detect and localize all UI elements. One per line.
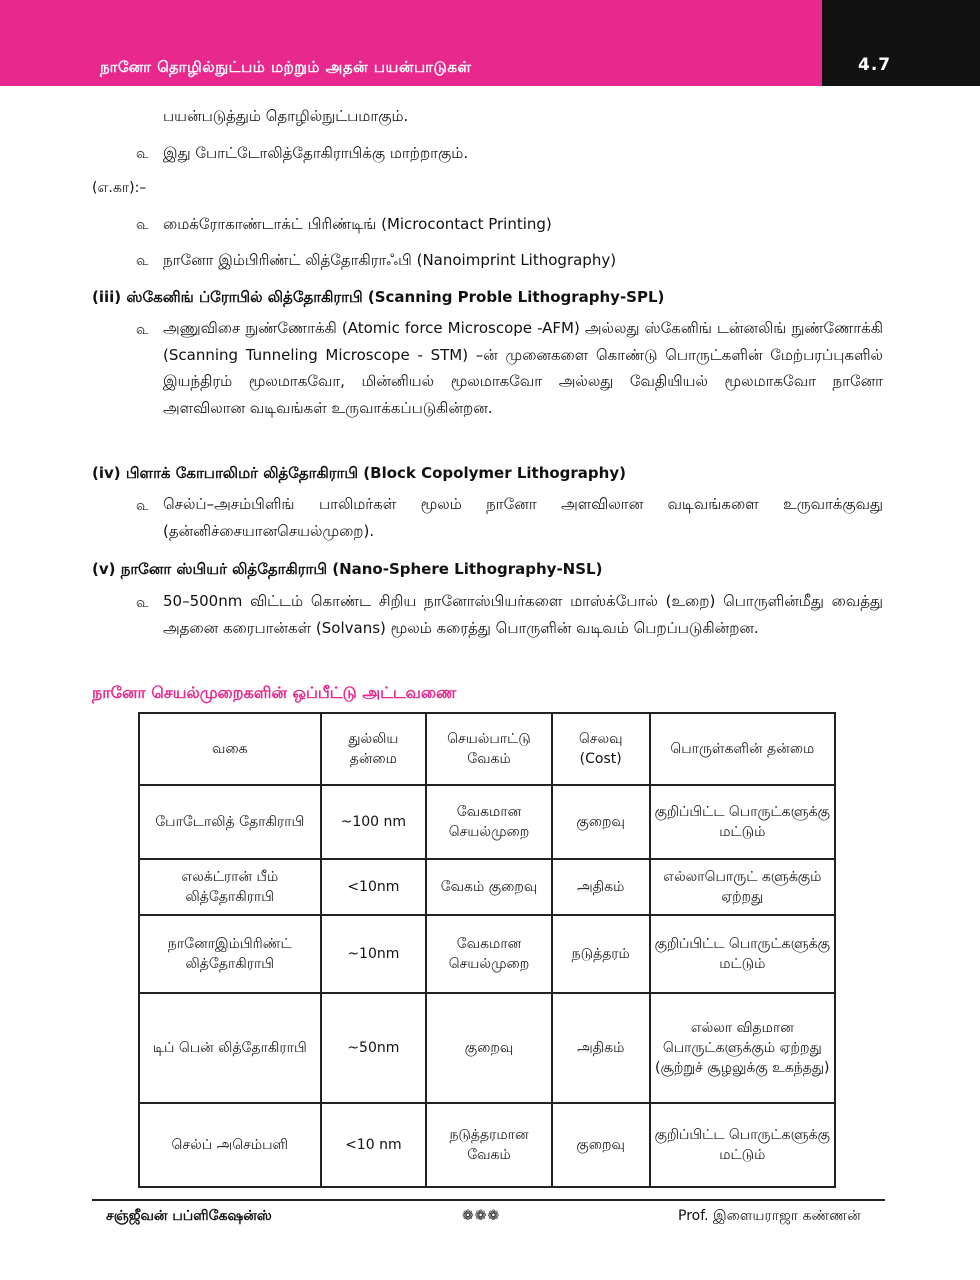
- table-cell: ~50nm: [321, 993, 427, 1103]
- table-cell: வேகம் குறைவு: [426, 859, 552, 915]
- table-cell: அதிகம்: [552, 993, 650, 1103]
- bullet-icon: ௳: [136, 595, 149, 611]
- bullet-icon: ௳: [136, 146, 149, 162]
- table-cell: குறிப்பிட்ட பொருட்களுக்கு மட்டும்: [650, 915, 835, 993]
- example-item: நானோ இம்பிரிண்ட் லித்தோகிராஃபி (Nanoimprint Lithography): [163, 251, 617, 269]
- table-cell: எல்லாபொருட் களுக்கும் ஏற்றது: [650, 859, 835, 915]
- bullet-icon: ௳: [136, 217, 149, 233]
- chapter-title: நானோ தொழில்நுட்பம் மற்றும் அதன் பயன்பாடுகள்: [100, 58, 472, 76]
- table-cell: போடோலித் தோகிராபி: [139, 785, 321, 859]
- table-cell: குறிப்பிட்ட பொருட்களுக்கு மட்டும்: [650, 1103, 835, 1187]
- table-cell: ~100 nm: [321, 785, 427, 859]
- table-cell: <10nm: [321, 859, 427, 915]
- bullet-icon: ௳: [136, 498, 149, 514]
- table-cell: ~10nm: [321, 915, 427, 993]
- section-heading: (iii) ஸ்கேனிங் ப்ரோபில் லித்தோகிராபி (Scanning Proble Lithography-SPL): [92, 288, 665, 306]
- table-cell: வேகமான செயல்முறை: [426, 785, 552, 859]
- bullet-icon: ௳: [136, 253, 149, 269]
- section-text: அணுவிசை நுண்ணோக்கி (Atomic force Microscope -AFM) அல்லது ஸ்கேனிங் டன்னலிங் நுண்ணோக்கி (Scanning Tunneling Microscope - STM) –ன் முனைகளை கொண்டு பொருட்களின் மேற்பரப்புகளில் இயந்திரம் மூலமாகவோ, மின்னியல் மூலமாகவோ அல்லது வேதியியல் மூலமாகவோ நானோ அளவிலான வடிவங்கள் உருவாக்கப்படுகின்றன.: [163, 319, 883, 417]
- bullet-icon: ௳: [136, 322, 149, 338]
- table-row: [139, 915, 835, 993]
- table-cell: குறிப்பிட்ட பொருட்களுக்கு மட்டும்: [650, 785, 835, 859]
- footer-divider: [92, 1199, 885, 1201]
- table-cell: அதிகம்: [552, 859, 650, 915]
- section-heading: (iv) பிளாக் கோபாலிமர் லித்தோகிராபி (Block Copolymer Lithography): [92, 464, 626, 482]
- comparison-table: [138, 712, 836, 1188]
- table-row: [139, 993, 835, 1103]
- publisher-name: சஞ்ஜீவன் பப்ளிகேஷன்ஸ்: [106, 1208, 272, 1224]
- intro-bullet: இது போட்டோலித்தோகிராபிக்கு மாற்றாகும்.: [163, 144, 469, 162]
- page-number: 4.7: [858, 55, 892, 75]
- ornament-icon: ❁❁❁: [462, 1208, 501, 1224]
- column-header: பொருள்களின் தன்மை: [650, 713, 835, 785]
- table-cell: குறைவு: [426, 993, 552, 1103]
- table-row: [139, 785, 835, 859]
- page-header: [0, 0, 980, 86]
- column-header: செயல்பாட்டு வேகம்: [426, 713, 552, 785]
- table-cell: டிப் பென் லித்தோகிராபி: [139, 993, 321, 1103]
- page-number-box: [822, 0, 980, 86]
- table-cell: <10 nm: [321, 1103, 427, 1187]
- table-row: [139, 1103, 835, 1187]
- example-item: மைக்ரோகாண்டாக்ட் பிரிண்டிங் (Microcontact Printing): [163, 215, 552, 233]
- table-cell: நடுத்தரம்: [552, 915, 650, 993]
- table-cell: நானோஇம்பிரிண்ட் லித்தோகிராபி: [139, 915, 321, 993]
- table-cell: வேகமான செயல்முறை: [426, 915, 552, 993]
- table-title: நானோ செயல்முறைகளின் ஒப்பீட்டு அட்டவணை: [92, 683, 457, 702]
- table-row: [139, 859, 835, 915]
- column-header: செலவு (Cost): [552, 713, 650, 785]
- author-name: Prof. இளையராஜா கண்ணன்: [678, 1208, 861, 1224]
- table-header-row: [139, 713, 835, 785]
- table-cell: செல்ப் அசெம்பளி: [139, 1103, 321, 1187]
- section-text: 50–500nm விட்டம் கொண்ட சிறிய நானோஸ்பியர்களை மாஸ்க்போல் (உறை) பொருளின்மீது வைத்து அதனை கரைபான்கள் (Solvans) மூலம் கரைத்து பொருளின் வடிவம் பெறப்படுகின்றன.: [163, 592, 883, 637]
- column-header: வகை: [139, 713, 321, 785]
- example-label: (எ.கா):–: [92, 180, 147, 196]
- table-cell: எல்லா விதமான பொருட்களுக்கும் ஏற்றது (சூற்றுச் சூழலுக்கு உகந்தது): [650, 993, 835, 1103]
- intro-line: பயன்படுத்தும் தொழில்நுட்பமாகும்.: [163, 107, 409, 125]
- section-heading: (v) நானோ ஸ்பியர் லித்தோகிராபி (Nano-Sphere Lithography-NSL): [92, 560, 603, 578]
- table-cell: எலக்ட்ரான் பீம் லித்தோகிராபி: [139, 859, 321, 915]
- table-cell: குறைவு: [552, 785, 650, 859]
- column-header: துல்லிய தன்மை: [321, 713, 427, 785]
- table-cell: நடுத்தரமான வேகம்: [426, 1103, 552, 1187]
- table-cell: குறைவு: [552, 1103, 650, 1187]
- section-text: செல்ப்–அசம்பிளிங் பாலிமர்கள் மூலம் நானோ அளவிலான வடிவங்களை உருவாக்குவது (தன்னிச்சையானசெயல்முறை).: [163, 495, 883, 540]
